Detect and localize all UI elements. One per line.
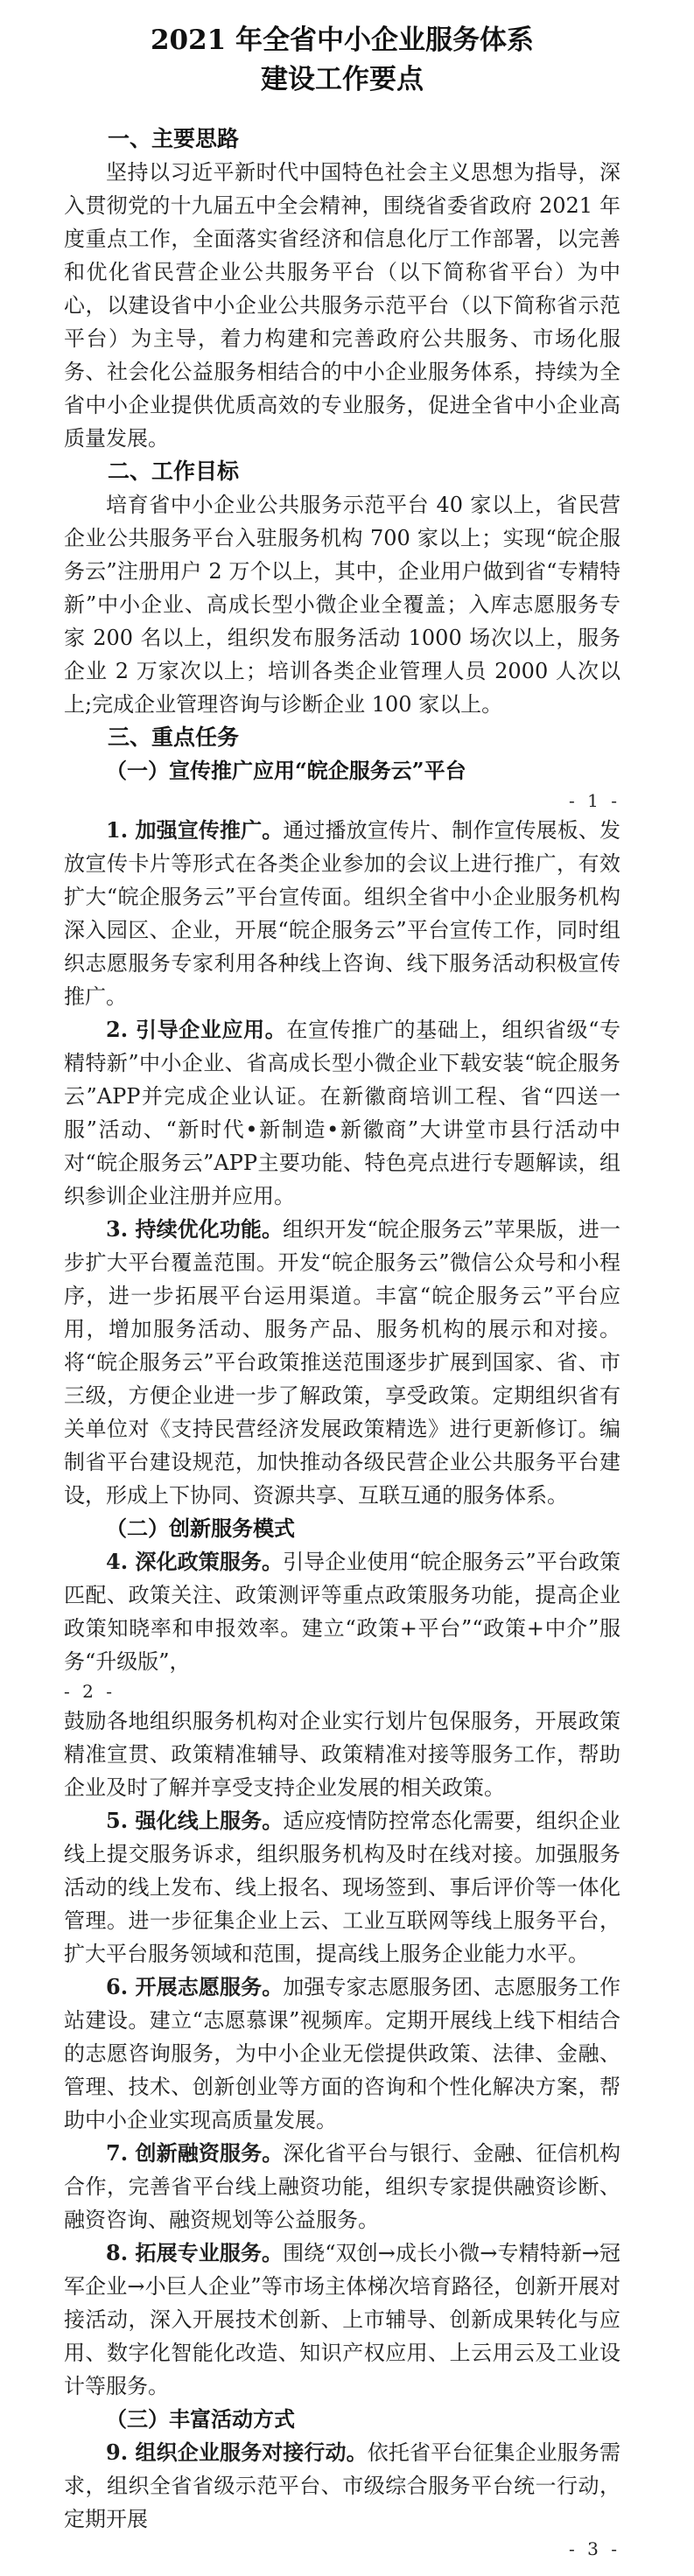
paragraph-lead: 4. 深化政策服务。 [106,1549,284,1574]
paragraph-lead: 2. 引导企业应用。 [106,1017,287,1042]
section-heading: 一、主要思路 [108,126,240,151]
document-title-line-1: 2021 年全省中小企业服务体系 [150,24,535,56]
paragraph-lead: 9. 组织企业服务对接行动。 [106,2440,368,2465]
paragraph: 鼓励各地组织服务机构对企业实行划片包保服务，开展政策精准宣贯、政策精准辅导、政策精准对接等服务工作，帮助企业及时了解并享受支持企业发展的相关政策。 [64,1709,620,1800]
document-body [64,122,620,2562]
paragraph: 坚持以习近平新时代中国特色社会主义思想为指导，深入贯彻党的十九届五中全会精神，围绕省委省政府 2021 年度重点工作，全面落实省经济和信息化厅工作部署，以完善和优化省民营企业公共服务平台（以下简称省平台）为中心，以建设省中小企业公共服务示范平台（以下简称省示范平台）为主导，着力构建和完善政府公共服务、市场化服务、社会化公益服务相结合的中小企业服务体系，持续为全省中小企业提供优质高效的专业服务，促进全省中小企业高质量发展。 [64,160,620,451]
paragraph-lead: 6. 开展志愿服务。 [106,1974,284,1999]
paragraph-lead: 7. 创新融资服务。 [106,2140,284,2166]
section-heading: 二、工作目标 [108,458,240,484]
paragraph-lead: 3. 持续优化功能。 [106,1216,284,1242]
paragraph: 6. 开展志愿服务。加强专家志愿服务团、志愿服务工作站建设。建立“志愿慕课”视频库。定期开展线上线下相结合的志愿咨询服务，为中小企业无偿提供政策、法律、金融、管理、技术、创新创业等方面的咨询和个性化解决方案，帮助中小企业实现高质量发展。 [64,1974,620,2132]
paragraph-lead: 5. 强化线上服务。 [106,1808,284,1833]
paragraph-lead: 8. 拓展专业服务。 [106,2240,284,2265]
paragraph: 9. 组织企业服务对接行动。依托省平台征集企业服务需求，组织全省省级示范平台、市级综合服务平台统一行动，定期开展 [64,2440,620,2531]
paragraph-lead: 1. 加强宣传推广。 [106,817,284,843]
page-number: - 1 - [569,790,620,811]
document-title-line-2: 建设工作要点 [261,64,424,95]
sub-heading: （二）创新服务模式 [106,1516,295,1541]
paragraph: 2. 引导企业应用。在宣传推广的基础上，组织省级“专精特新”中小企业、省高成长型小微企业下载安装“皖企服务云”APP并完成企业认证。在新徽商培训工程、省“四送一服”活动、“新时代•新制造•新徽商”大讲堂市县行活动中对“皖企服务云”APP主要功能、特色亮点进行专题解读，组织参训企业注册并应用。 [64,1017,620,1208]
sub-heading: （一）宣传推广应用“皖企服务云”平台 [106,758,466,783]
paragraph: 4. 深化政策服务。引导企业使用“皖企服务云”平台政策匹配、政策关注、政策测评等重点政策服务功能，提高企业政策知晓率和申报效率。建立“政策+平台”“政策+中介”服务“升级版”， [64,1549,620,1674]
paragraph: 培育省中小企业公共服务示范平台 40 家以上，省民营企业公共服务平台入驻服务机构 700 家以上；实现“皖企服务云”注册用户 2 万个以上，其中，企业用户做到省“专精特新”中小企业、高成长型小微企业全覆盖；入库志愿服务专家 200 名以上，组织发布服务活动 1000 场次以上，服务企业 2 万家次以上；培训各类企业管理人员 2000 人次以上;完成企业管理咨询与诊断企业 100 家以上。 [64,493,620,717]
document-title [64,21,620,100]
sub-heading: （三）丰富活动方式 [106,2406,295,2432]
section-heading: 三、重点任务 [108,724,240,750]
page-number: - 3 - [569,2538,620,2559]
paragraph: 8. 拓展专业服务。围绕“双创→成长小微→专精特新→冠军企业→小巨人企业”等市场主体梯次培育路径，创新开展对接活动，深入开展技术创新、上市辅导、创新成果转化与应用、数字化智能化改造、知识产权应用、上云用云及工业设计等服务。 [64,2240,620,2398]
paragraph: 3. 持续优化功能。组织开发“皖企服务云”苹果版，进一步扩大平台覆盖范围。开发“皖企服务云”微信公众号和小程序，进一步拓展平台运用渠道。丰富“皖企服务云”平台应用，增加服务活动、服务产品、服务机构的展示和对接。将“皖企服务云”平台政策推送范围逐步扩展到国家、省、市三级，方便企业进一步了解政策，享受政策。定期组织省有关单位对《支持民营经济发展政策精选》进行更新修订。编制省平台建设规范，加快推动各级民营企业公共服务平台建设，形成上下协同、资源共享、互联互通的服务体系。 [64,1216,620,1508]
paragraph: 1. 加强宣传推广。通过播放宣传片、制作宣传展板、发放宣传卡片等形式在各类企业参加的会议上进行推广，有效扩大“皖企服务云”平台宣传面。组织全省中小企业服务机构深入园区、企业，开展“皖企服务云”平台宣传工作，同时组织志愿服务专家利用各种线上咨询、线下服务活动积极宣传推广。 [64,817,620,1009]
page-number: - 2 - [64,1681,116,1702]
paragraph: 7. 创新融资服务。深化省平台与银行、金融、征信机构合作，完善省平台线上融资功能，组织专家提供融资诊断、融资咨询、融资规划等公益服务。 [64,2140,620,2232]
paragraph: 5. 强化线上服务。适应疫情防控常态化需要，组织企业线上提交服务诉求，组织服务机构及时在线对接。加强服务活动的线上发布、线上报名、现场签到、事后评价等一体化管理。进一步征集企业上云、工业互联网等线上服务平台，扩大平台服务领域和范围，提高线上服务企业能力水平。 [64,1808,620,1966]
